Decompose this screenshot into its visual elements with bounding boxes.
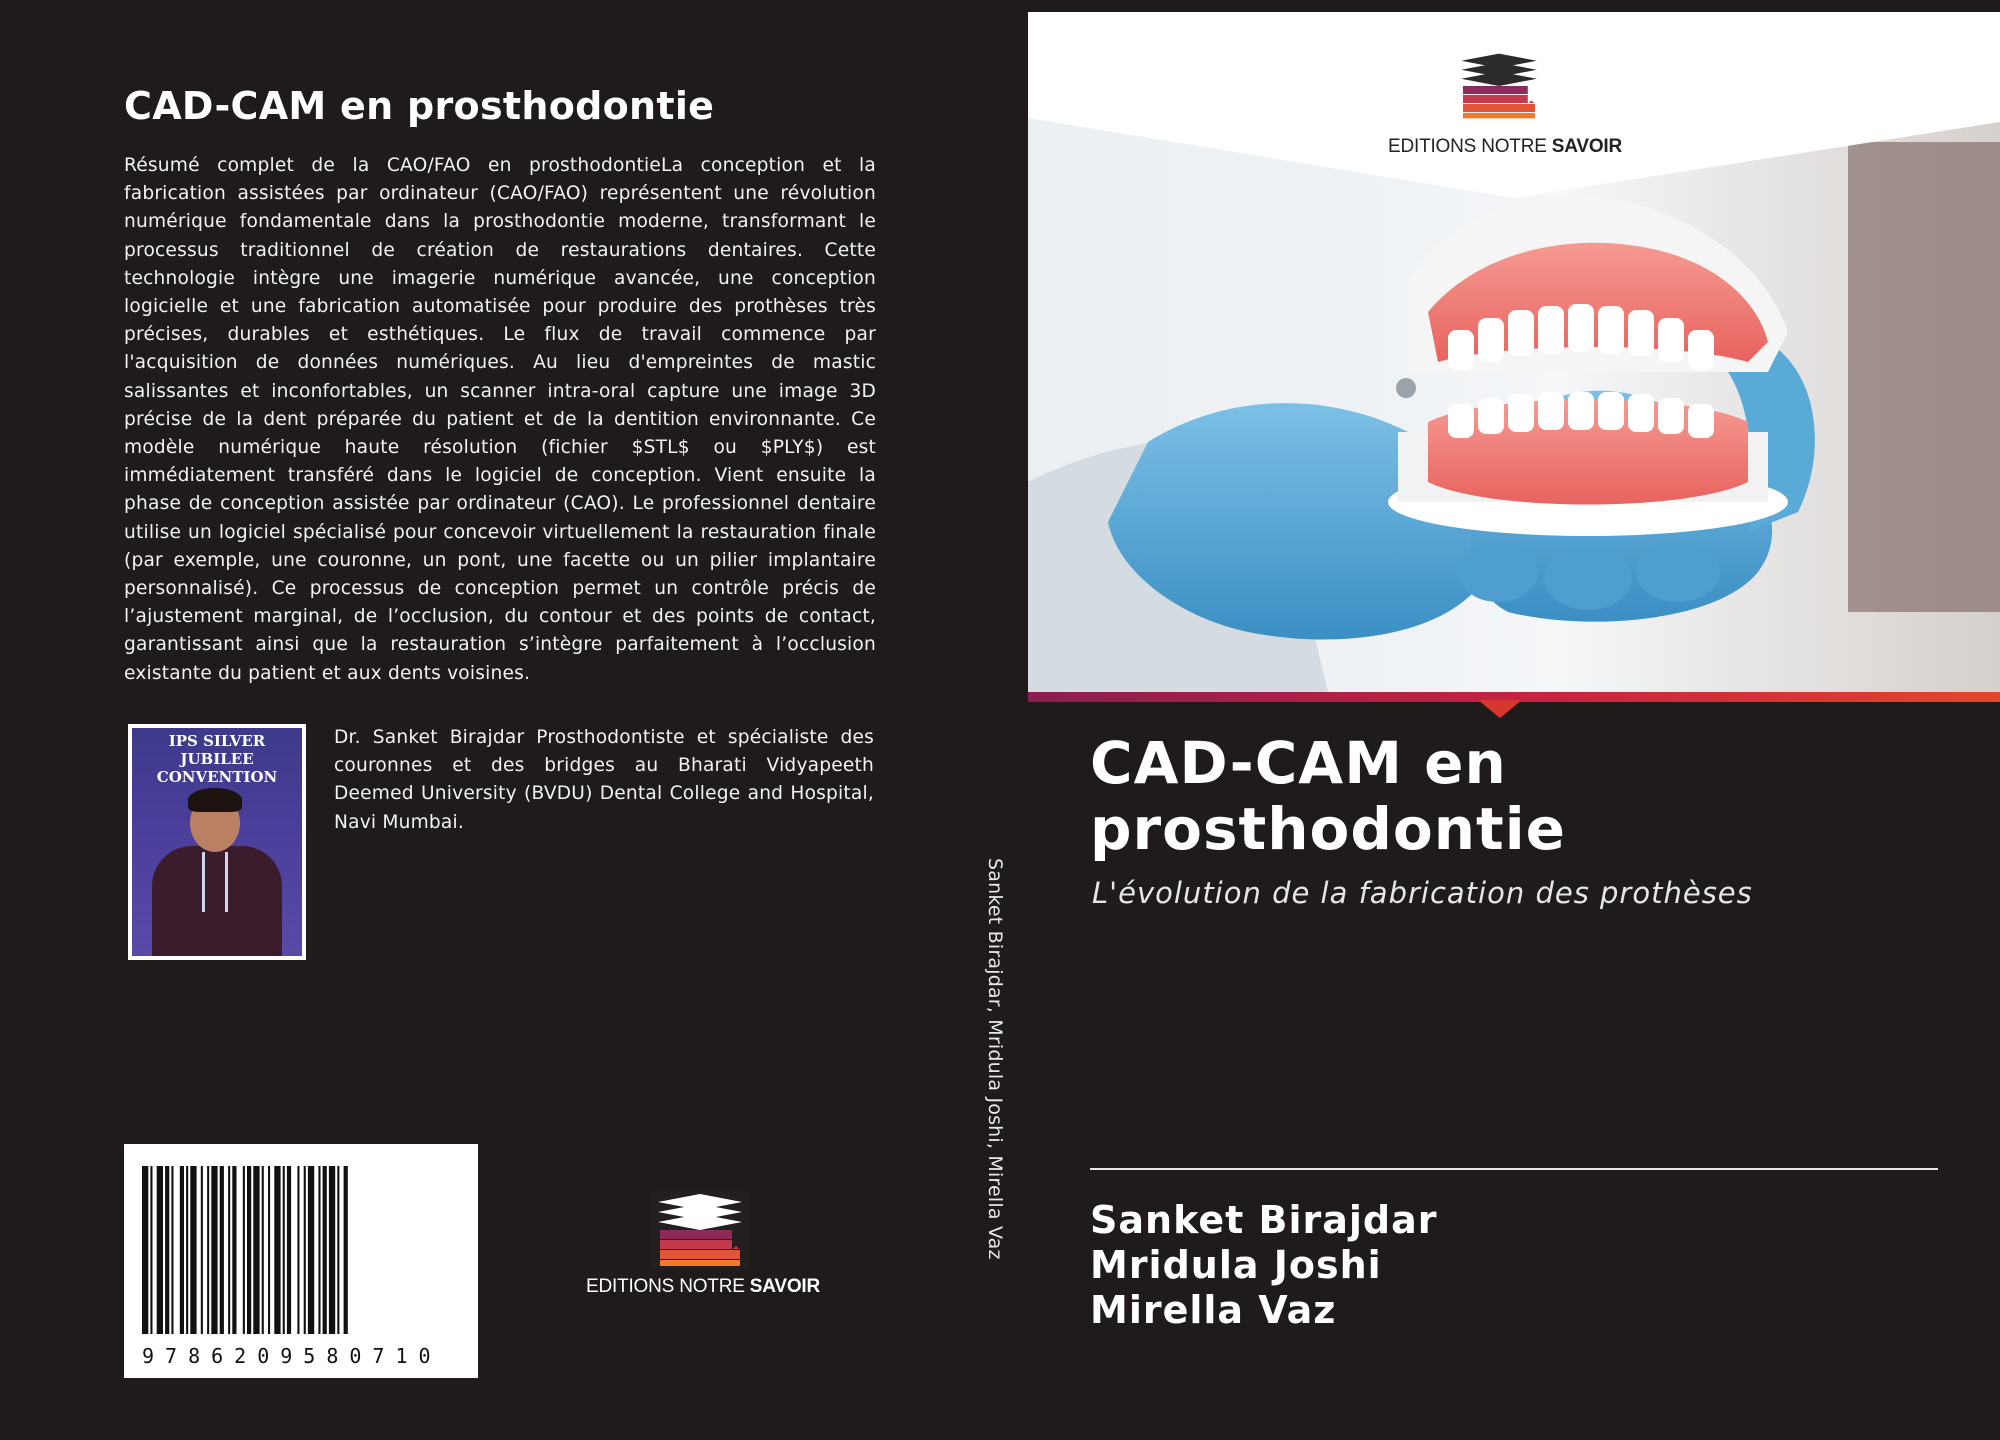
barcode-bar [304,1166,306,1334]
author-bio: Dr. Sanket Birajdar Prosthodontiste et spécialiste des couronnes et des bridges au Bharati Vidyapeeth Deemed University (BVDU) Dental College and Hospital, Navi Mumbai. [334,727,874,833]
barcode-bar [180,1166,184,1334]
logo-text-bold: SAVOIR [749,1276,821,1297]
barcode-bar [268,1166,270,1334]
author-photo [128,724,306,960]
back-publisher-logo [584,1190,821,1308]
book-stack-logo-icon [650,1190,750,1270]
barcode-bar [247,1166,251,1334]
barcode-bar [211,1166,217,1334]
barcode-bar [344,1166,348,1334]
spine-authors: Sanket Birajdar, Mridula Joshi, Mirella Vaz [984,858,1006,1260]
barcode-bar [283,1166,285,1334]
barcode-bar [253,1166,259,1334]
front-cover-subtitle: L'évolution de la fabrication des prothèses [1092,876,1753,910]
barcode-bar [207,1166,209,1334]
barcode-bar [171,1166,173,1334]
book-stack-logo-icon [1452,50,1546,122]
barcode-bar [287,1166,291,1334]
author-name: Mirella Vaz [1090,1288,1337,1332]
barcode-bar [262,1166,264,1334]
barcode-bar [318,1166,320,1334]
barcode-bar [232,1166,236,1334]
barcode-icon [142,1166,460,1334]
back-publisher-logo-label [586,1276,820,1298]
barcode-bar [243,1166,245,1334]
barcode-bar [165,1166,169,1334]
barcode-bar [308,1166,314,1334]
barcode-bar [150,1166,152,1334]
person-hair-shape [188,788,242,812]
barcode-bar [186,1166,188,1334]
barcode-bar [201,1166,203,1334]
barcode-bar [297,1166,299,1334]
author-name: Sanket Birajdar [1090,1198,1438,1242]
front-cover-authors [1090,1198,1437,1333]
photo-banner-text: IPS SILVER JUBILEE CONVENTION [156,732,278,786]
barcode-bar [190,1166,196,1334]
back-cover-blurb: Résumé complet de la CAO/FAO en prosthodontieLa conception et la fabrication assistées par ordinateur (CAO/FAO) représentent une révolution numérique fondamentale dans la prosthodontie moderne, transformant le processus traditionnel de création de restaurations dentaires. Cette technologie intègre une imagerie numérique avancée, une conception logicielle et une fabrication automatisée pour produire des prothèses très précises, durables et esthétiques. Le flux de travail commence par l'acquisition de données numériques. Au lieu d'empreintes de mastic salissantes et inconfortables, un scanner intra-oral capture une image 3D précise de la dent préparée du patient et de la dentition environnante. Ce modèle numérique haute résolution (fichier $STL$ ou $PLY$) est immédiatement transféré dans le logiciel de conception. Vient ensuite la phase de conception assistée par ordinateur (CAO). Le professionnel dentaire utilise un logiciel spécialisé pour concevoir virtuellement la restauration finale (par exemple, une couronne, un pont, une facette ou un pilier implantaire personnalisé). Ce processus de conception permet un contrôle précis de l’ajustement marginal, de l’occlusion, du contour et des points de contact, garantissant ainsi que la restauration s’intègre parfaitement à l’occlusion existante du patient et aux dents voisines. [124,155,876,684]
front-publisher-logo-label [1388,136,1622,158]
barcode-bar [274,1166,280,1334]
logo-text-regular: EDITIONS NOTRE [1388,136,1552,157]
barcode-bar [157,1166,163,1334]
logo-text-regular: EDITIONS NOTRE [586,1276,750,1297]
front-cover-title: CAD-CAM en prosthodontie [1090,729,1566,863]
barcode-bar [220,1166,224,1334]
author-name: Mridula Joshi [1090,1243,1382,1287]
barcode-bar [142,1166,148,1334]
divider-rule [1090,1168,1938,1170]
barcode-bar [329,1166,335,1334]
logo-text-bold: SAVOIR [1551,136,1623,157]
lanyard-shape [202,852,228,912]
barcode-bar [323,1166,327,1334]
back-cover-title: CAD-CAM en prosthodontie [124,84,715,128]
front-publisher-logo [1388,50,1623,166]
isbn-barcode [124,1144,478,1378]
barcode-bar [228,1166,230,1334]
barcode-digits: 9786209580710 [142,1344,442,1368]
barcode-bar [337,1166,339,1334]
accent-stripe-notch [1478,700,1522,718]
